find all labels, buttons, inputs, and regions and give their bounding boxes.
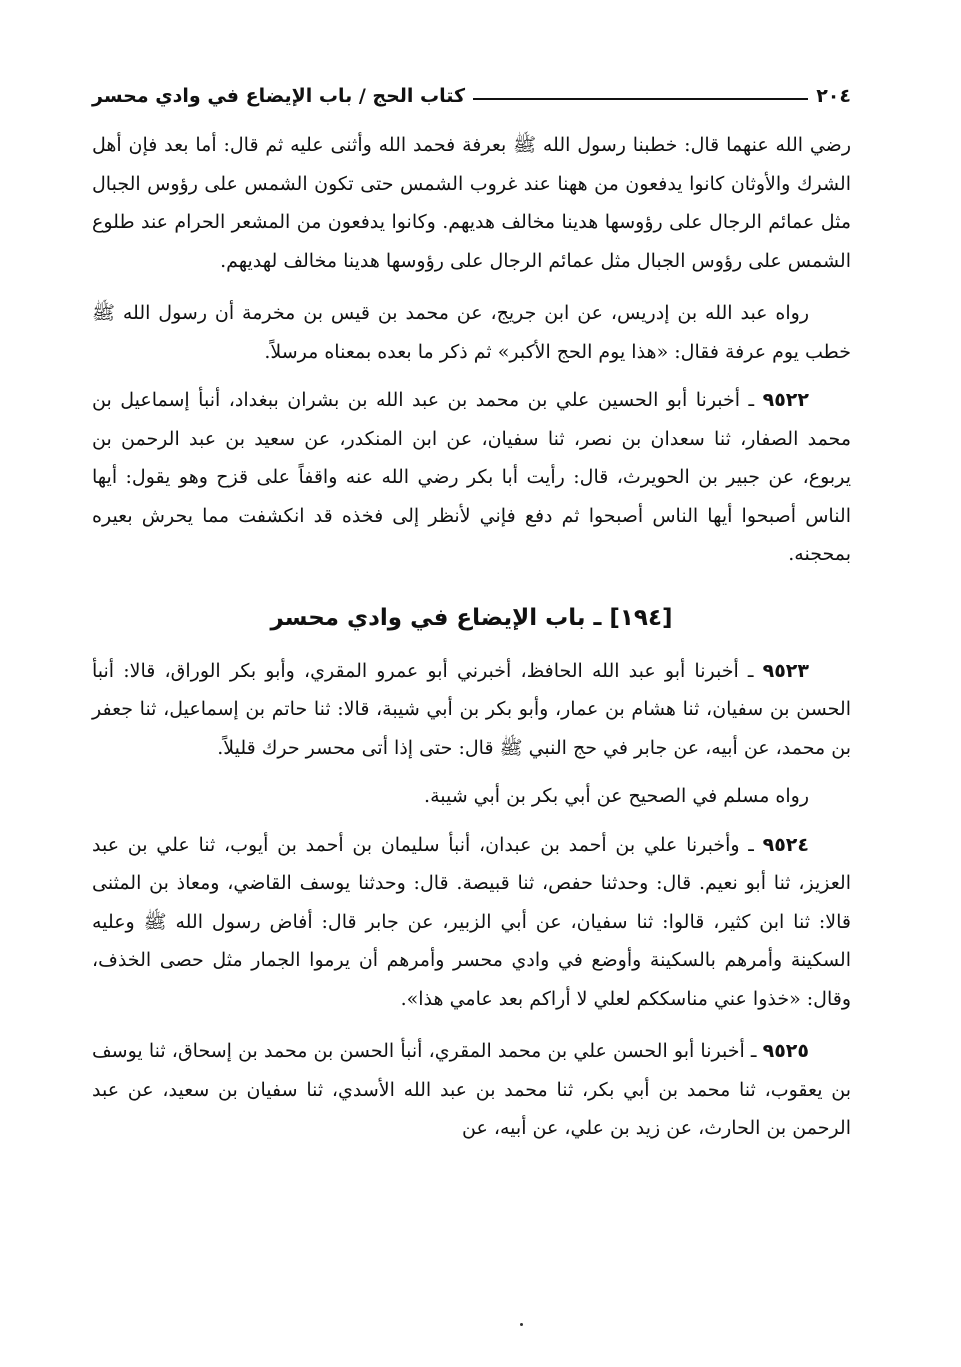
running-title: كتاب الحج / باب الإيضاع في وادي محسر [92, 85, 466, 107]
hadith-number: ٩٥٢٢ [762, 389, 809, 411]
header-rule [473, 98, 808, 100]
hadith-number: ٩٥٢٥ [762, 1040, 809, 1062]
paragraph-text: رضي الله عنهما قال: خطبنا رسول الله ﷺ بعرفة فحمد الله وأثنى عليه ثم قال: أما بعد فإن أهل الشرك والأوثان كانوا يدفعون من ههنا عند غروب الشمس حتى تكون الشمس على رؤوس الجبال مثل عمائم الرجال على رؤوسها هدينا مخالف هديهم. وكانوا يدفعون من المشعر الحرام عند طلوع الشمس على رؤوس الجبال مثل عمائم الرجال على رؤوسها هدينا مخالف لهديهم. [92, 134, 851, 272]
paragraph [92, 777, 851, 816]
paragraph-text: ـ أخبرنا أبو الحسن علي بن محمد المقري، أنبأ الحسن بن محمد بن إسحاق، ثنا يوسف بن يعقوب، ثنا محمد بن أبي بكر، ثنا محمد بن عبد الله الأسدي، ثنا سفيان بن سعيد، عن عبد الرحمن بن الحارث، عن زيد بن علي، عن أبيه، عن [92, 1040, 851, 1139]
paragraph-text: رواه عبد الله بن إدريس، عن ابن جريج، عن محمد بن قيس بن مخرمة أن رسول الله ﷺ خطب يوم عرفة فقال: «هذا يوم الحج الأكبر» ثم ذكر ما بعده بمعناه مرسلاً. [92, 302, 851, 363]
page-number: ٢٠٤ [816, 85, 851, 107]
hadith-paragraph [92, 652, 851, 768]
running-header [92, 78, 851, 114]
hadith-paragraph [92, 381, 851, 574]
paragraph-text: ـ أخبرنا أبو الحسين علي بن محمد بن عبد الله بن بشران ببغداد، أنبأ إسماعيل بن محمد الصفار، ثنا سعدان بن نصر، ثنا سفيان، عن ابن المنكدر، عن سعيد بن عبد الرحمن بن يربوع، عن جبير بن الحويرث، قال: رأيت أبا بكر رضي الله عنه واقفاً على قزح وهو يقول: أيها الناس أصبحوا أيها الناس أصبحوا ثم دفع فإني لأنظر إلى فخذه قد انكشفت مما يحرش بعيره بمحجنه. [92, 389, 851, 565]
hadith-number: ٩٥٢٤ [762, 833, 809, 856]
paragraph [92, 126, 851, 280]
paragraph-text: ـ أخبرنا أبو عبد الله الحافظ، أخبرني أبو عمرو المقري، وأبو بكر الوراق، قالا: أنبأ الحسن بن سفيان، ثنا هشام بن عمار، وأبو بكر بن أبي شيبة، قالا: ثنا حاتم بن إسماعيل، ثنا جعفر بن محمد، عن أبيه، عن جابر في حج النبي ﷺ قال: حتى إذا أتى محسر حرك قليلاً. [92, 659, 851, 759]
page-mark-dot [520, 1323, 523, 1326]
hadith-paragraph [92, 826, 851, 1019]
paragraph [92, 294, 851, 371]
page-body [92, 126, 851, 1148]
chapter-heading: [١٩٤] ـ باب الإيضاع في وادي محسر [270, 604, 673, 631]
paragraph-text: ـ وأخبرنا علي بن أحمد بن عبدان، أنبأ سليمان بن أحمد بن أيوب، ثنا علي بن عبد العزيز، ثنا أبو نعيم. قال: وحدثنا حفص، ثنا قبيصة. قال: وحدثنا يوسف القاضي، ومعاذ بن المثنى قالا: ثنا ابن كثير، قالوا: ثنا سفيان، عن أبي الزبير، عن جابر قال: أفاض رسول الله ﷺ وعليه السكينة وأمرهم بالسكينة وأوضع في وادي محسر وأمرهم أن يرموا الجمار مثل حصى الخذف، وقال: «خذوا عني مناسككم لعلي لا أراكم بعد عامي هذا». [92, 833, 851, 1010]
hadith-number: ٩٥٢٣ [762, 659, 809, 682]
paragraph-text: رواه مسلم في الصحيح عن أبي بكر بن أبي شيبة. [424, 785, 809, 807]
hadith-paragraph [92, 1032, 851, 1148]
